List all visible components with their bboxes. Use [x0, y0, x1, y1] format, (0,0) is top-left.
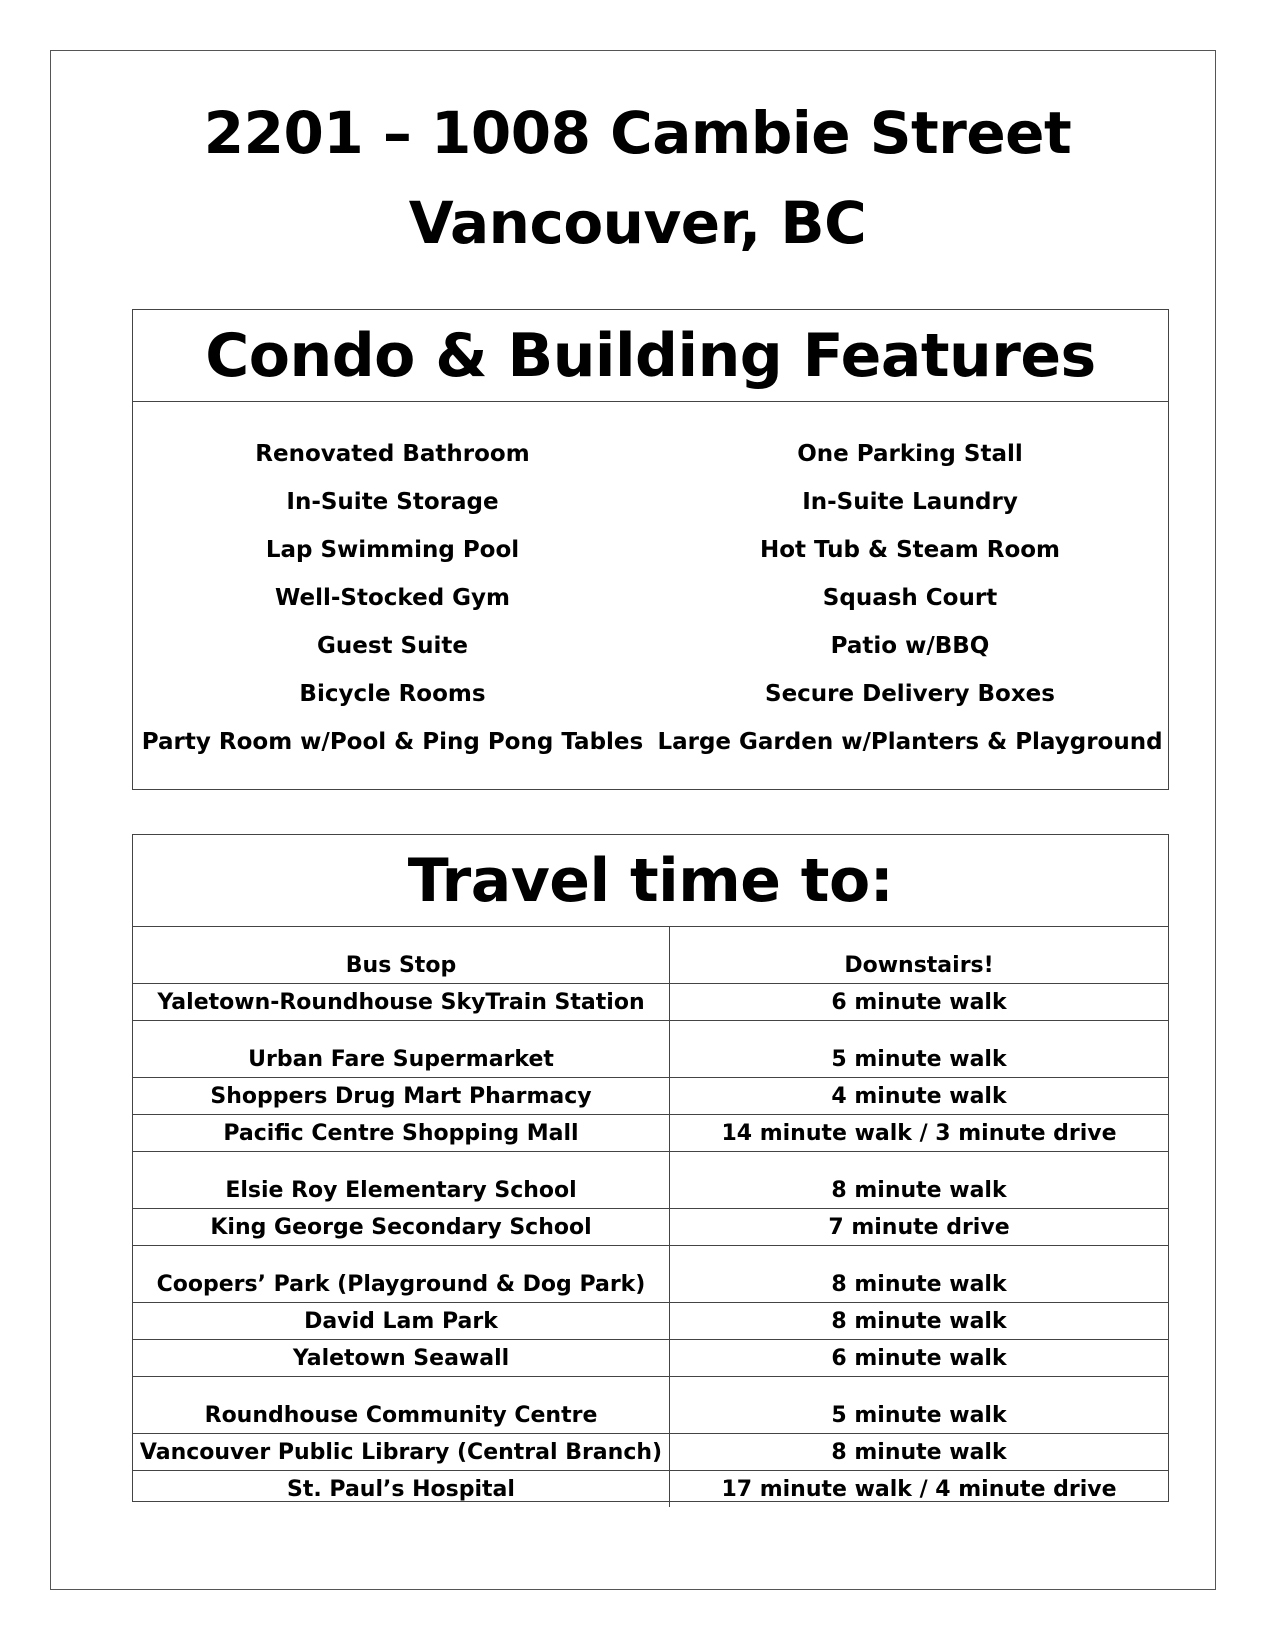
place-cell: Urban Fare Supermarket [133, 1021, 670, 1078]
feature-item: Large Garden w/Planters & Playground [657, 729, 1163, 755]
time-cell: 8 minute walk [670, 1152, 1169, 1209]
feature-item: Bicycle Rooms [299, 681, 486, 707]
feature-item: Renovated Bathroom [255, 441, 530, 467]
time-cell: 8 minute walk [670, 1434, 1169, 1471]
feature-item: Squash Court [822, 585, 998, 611]
table-row [133, 1115, 1168, 1152]
travel-table [133, 927, 1168, 1507]
features-heading: Condo & Building Features [133, 310, 1168, 402]
time-cell: 8 minute walk [670, 1246, 1169, 1303]
table-row [133, 1209, 1168, 1246]
place-cell: Coopers’ Park (Playground & Dog Park) [133, 1246, 670, 1303]
city-title: Vancouver, BC [408, 189, 867, 257]
table-row [133, 1434, 1168, 1471]
features-right-column [652, 430, 1168, 766]
feature-item: In-Suite Storage [286, 489, 499, 515]
feature-item: Hot Tub & Steam Room [759, 537, 1061, 563]
time-cell: 4 minute walk [670, 1078, 1169, 1115]
time-cell: 6 minute walk [670, 984, 1169, 1021]
time-cell: Downstairs! [670, 927, 1169, 984]
time-cell: 8 minute walk [670, 1303, 1169, 1340]
time-cell: 17 minute walk / 4 minute drive [721, 1477, 1117, 1502]
table-row [133, 1303, 1168, 1340]
table-row [133, 1152, 1168, 1209]
place-cell: King George Secondary School [133, 1209, 670, 1246]
travel-heading: Travel time to: [133, 835, 1168, 927]
feature-item: Secure Delivery Boxes [765, 681, 1055, 707]
place-cell: Elsie Roy Elementary School [133, 1152, 670, 1209]
time-cell: 5 minute walk [670, 1021, 1169, 1078]
place-cell: David Lam Park [133, 1303, 670, 1340]
place-cell: St. Paul’s Hospital [133, 1471, 670, 1508]
table-row [133, 927, 1168, 984]
table-row [133, 1471, 1168, 1508]
place-cell: Vancouver Public Library (Central Branch) [133, 1434, 670, 1471]
place-cell: Bus Stop [133, 927, 670, 984]
table-row [133, 1021, 1168, 1078]
feature-item: One Parking Stall [797, 441, 1023, 467]
time-cell: 7 minute drive [670, 1209, 1169, 1246]
table-row [133, 1377, 1168, 1434]
place-cell: Yaletown Seawall [133, 1340, 670, 1377]
feature-item: In-Suite Laundry [802, 489, 1018, 515]
feature-item: Lap Swimming Pool [265, 537, 520, 563]
address-title: 2201 – 1008 Cambie Street [203, 99, 1072, 167]
table-row [133, 1340, 1168, 1377]
features-grid [133, 402, 1168, 766]
table-row [133, 984, 1168, 1021]
table-row [133, 1078, 1168, 1115]
features-left-column [133, 430, 652, 766]
place-cell: Pacific Centre Shopping Mall [133, 1115, 670, 1152]
feature-item: Well-Stocked Gym [274, 585, 511, 611]
features-section [132, 309, 1169, 790]
feature-item: Guest Suite [317, 633, 468, 659]
place-cell: Yaletown-Roundhouse SkyTrain Station [133, 984, 670, 1021]
feature-item: Party Room w/Pool & Ping Pong Tables [141, 729, 644, 755]
travel-section [132, 834, 1169, 1502]
time-cell: 5 minute walk [670, 1377, 1169, 1434]
place-cell: Roundhouse Community Centre [133, 1377, 670, 1434]
feature-item: Patio w/BBQ [830, 633, 990, 659]
time-cell: 14 minute walk / 3 minute drive [670, 1115, 1169, 1152]
table-row [133, 1246, 1168, 1303]
place-cell: Shoppers Drug Mart Pharmacy [133, 1078, 670, 1115]
time-cell: 6 minute walk [670, 1340, 1169, 1377]
